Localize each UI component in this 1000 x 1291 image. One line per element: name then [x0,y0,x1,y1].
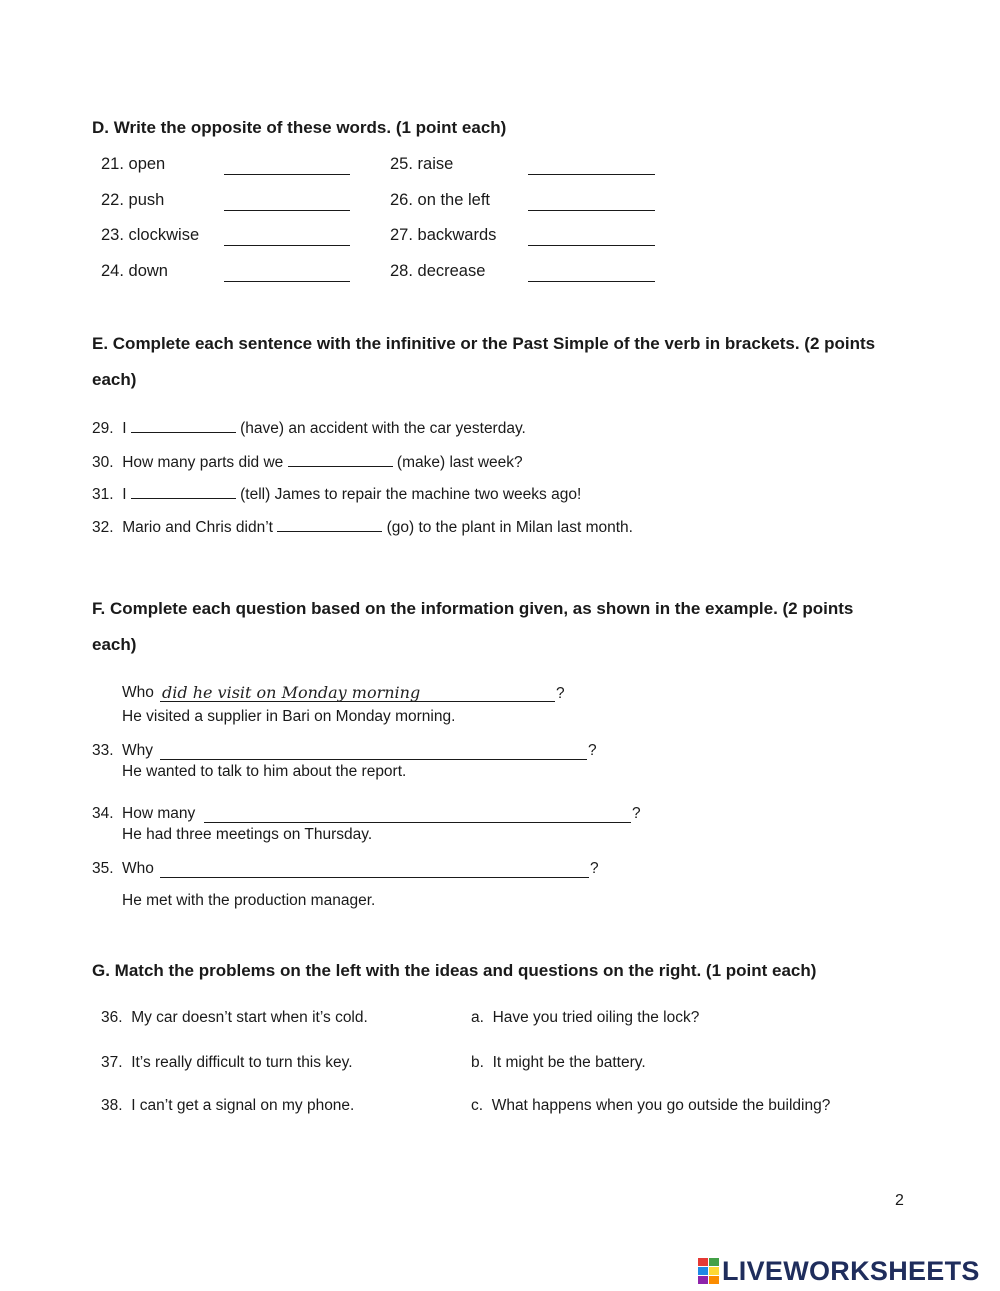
answer-blank[interactable] [528,158,655,175]
handwritten-answer: did he visit on Monday morning [162,683,421,702]
list-item-label: 22. push [101,191,165,209]
answer-blank[interactable] [224,265,350,282]
section-f-header: F. Complete each question based on the information given, as shown in the example. (2 points [92,599,854,618]
example-prefix: Who [122,684,154,701]
list-item: c. What happens when you go outside the building? [471,1097,831,1114]
liveworksheets-logo [698,1256,980,1286]
answer-blank[interactable] [224,194,350,211]
section-d-header: D. Write the opposite of these words. (1 point each) [92,118,507,137]
info-text: He wanted to talk to him about the report. [122,763,407,780]
answer-blank[interactable] [224,229,350,246]
list-item-label: 28. decrease [390,262,486,280]
question-prefix: Who [122,860,154,877]
question-mark: ? [632,805,641,822]
answer-blank[interactable] [224,158,350,175]
page-number: 2 [895,1192,904,1209]
logo-tile [709,1258,719,1266]
list-item: 29. I (have) an accident with the car yesterday. [92,420,526,437]
logo-tile [709,1267,719,1275]
answer-blank[interactable] [204,806,631,823]
question-mark: ? [590,860,599,877]
section-g-header: G. Match the problems on the left with the ideas and questions on the right. (1 point each) [92,961,817,980]
answer-blank[interactable] [160,861,589,878]
logo-text: LIVEWORKSHEETS [722,1255,980,1286]
list-item-label: 25. raise [390,155,454,173]
answer-blank[interactable] [277,517,382,532]
list-item-label: 26. on the left [390,191,490,209]
list-item: 30. How many parts did we (make) last week? [92,454,523,471]
answer-blank[interactable] [288,452,393,467]
logo-tile [698,1276,708,1284]
question-mark: ? [556,685,565,702]
list-item-label: 23. clockwise [101,226,200,244]
question-prefix: Why [122,742,153,759]
info-text: He met with the production manager. [122,892,376,909]
list-item: 37. It’s really difficult to turn this key. [101,1054,353,1071]
list-item-label: 21. open [101,155,166,173]
section-f-header-cont: each) [92,635,137,654]
list-item: a. Have you tried oiling the lock? [471,1009,700,1026]
question-mark: ? [588,742,597,759]
list-item-number: 33. [92,742,114,759]
logo-tile [698,1267,708,1275]
list-item: 38. I can’t get a signal on my phone. [101,1097,355,1114]
logo-tile [698,1258,708,1266]
info-text: He visited a supplier in Bari on Monday morning. [122,708,456,725]
logo-mark-icon [698,1258,719,1284]
list-item-label: 24. down [101,262,168,280]
info-text: He had three meetings on Thursday. [122,826,373,843]
logo-tile [709,1276,719,1284]
list-item: 36. My car doesn’t start when it’s cold. [101,1009,368,1026]
answer-blank[interactable] [131,484,236,499]
list-item: b. It might be the battery. [471,1054,646,1071]
section-e-header: E. Complete each sentence with the infinitive or the Past Simple of the verb in brackets. (2 points [92,334,876,353]
list-item: 32. Mario and Chris didn’t (go) to the plant in Milan last month. [92,519,633,536]
list-item-label: 27. backwards [390,226,497,244]
list-item: 31. I (tell) James to repair the machine two weeks ago! [92,486,582,503]
section-e-header-cont: each) [92,370,137,389]
answer-blank[interactable] [528,194,655,211]
list-item-number: 34. [92,805,114,822]
answer-blank[interactable] [528,265,655,282]
answer-blank[interactable] [160,743,587,760]
answer-blank[interactable] [528,229,655,246]
list-item-number: 35. [92,860,114,877]
question-prefix: How many [122,805,196,822]
answer-blank[interactable] [131,418,236,433]
